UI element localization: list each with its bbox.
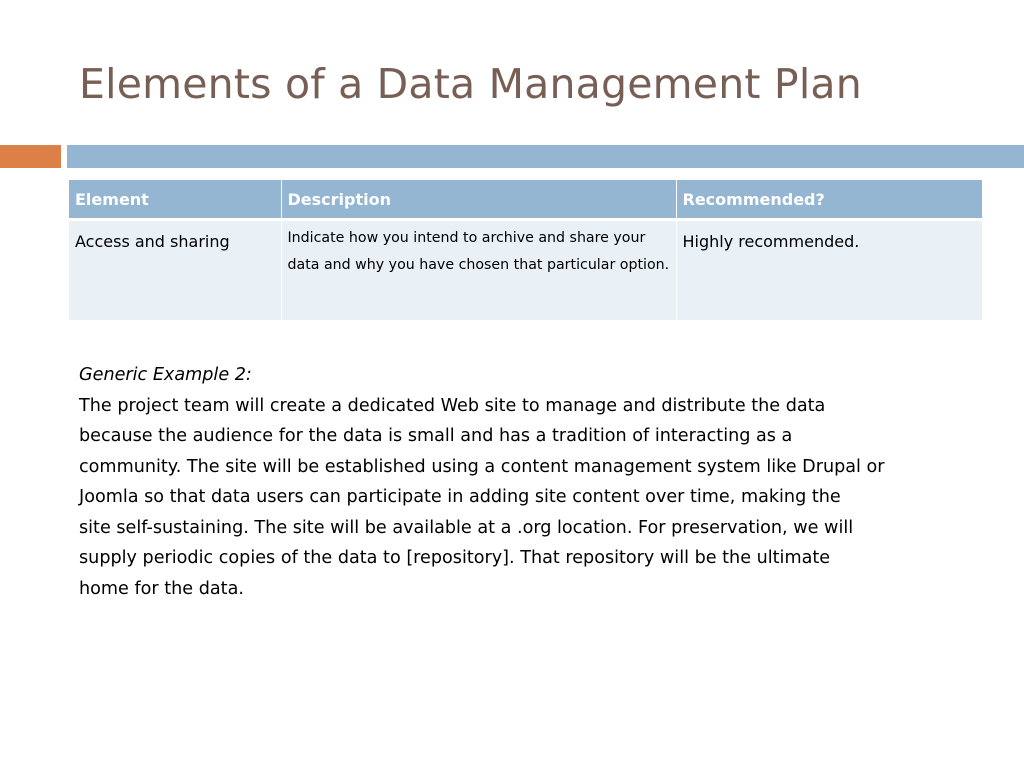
example-line: because the audience for the data is small and has a tradition of interacting as a bbox=[79, 426, 793, 446]
table-cell-description: Indicate how you intend to archive and share your data and why you have chosen that particular option. bbox=[281, 220, 676, 321]
example-line: supply periodic copies of the data to [repository]. That repository will be the ultimate bbox=[79, 548, 831, 568]
example-line: home for the data. bbox=[79, 578, 244, 599]
table-cell-recommended: Highly recommended. bbox=[676, 220, 982, 321]
dmp-elements-table bbox=[69, 180, 982, 320]
accent-bar-orange bbox=[0, 145, 61, 168]
example-body bbox=[79, 391, 999, 605]
example-line: site self-sustaining. The site will be available at a .org location. For preservation, we will bbox=[79, 517, 854, 538]
table-header-element: Element bbox=[69, 180, 281, 220]
example-line: community. The site will be established using a content management system like Drupal or bbox=[79, 456, 885, 477]
table-header-recommended: Recommended? bbox=[676, 180, 982, 220]
slide-title: Elements of a Data Management Plan bbox=[79, 60, 862, 108]
table-row bbox=[69, 220, 982, 321]
example-block bbox=[79, 360, 999, 604]
accent-bar-blue bbox=[67, 145, 1024, 168]
example-line: Joomla so that data users can participate in adding site content over time, making the bbox=[79, 487, 841, 507]
table-header-description: Description bbox=[281, 180, 676, 220]
table-header-row bbox=[69, 180, 982, 220]
example-heading: Generic Example 2: bbox=[79, 365, 252, 385]
table-cell-element: Access and sharing bbox=[69, 220, 281, 321]
example-line: The project team will create a dedicated Web site to manage and distribute the data bbox=[79, 395, 826, 416]
